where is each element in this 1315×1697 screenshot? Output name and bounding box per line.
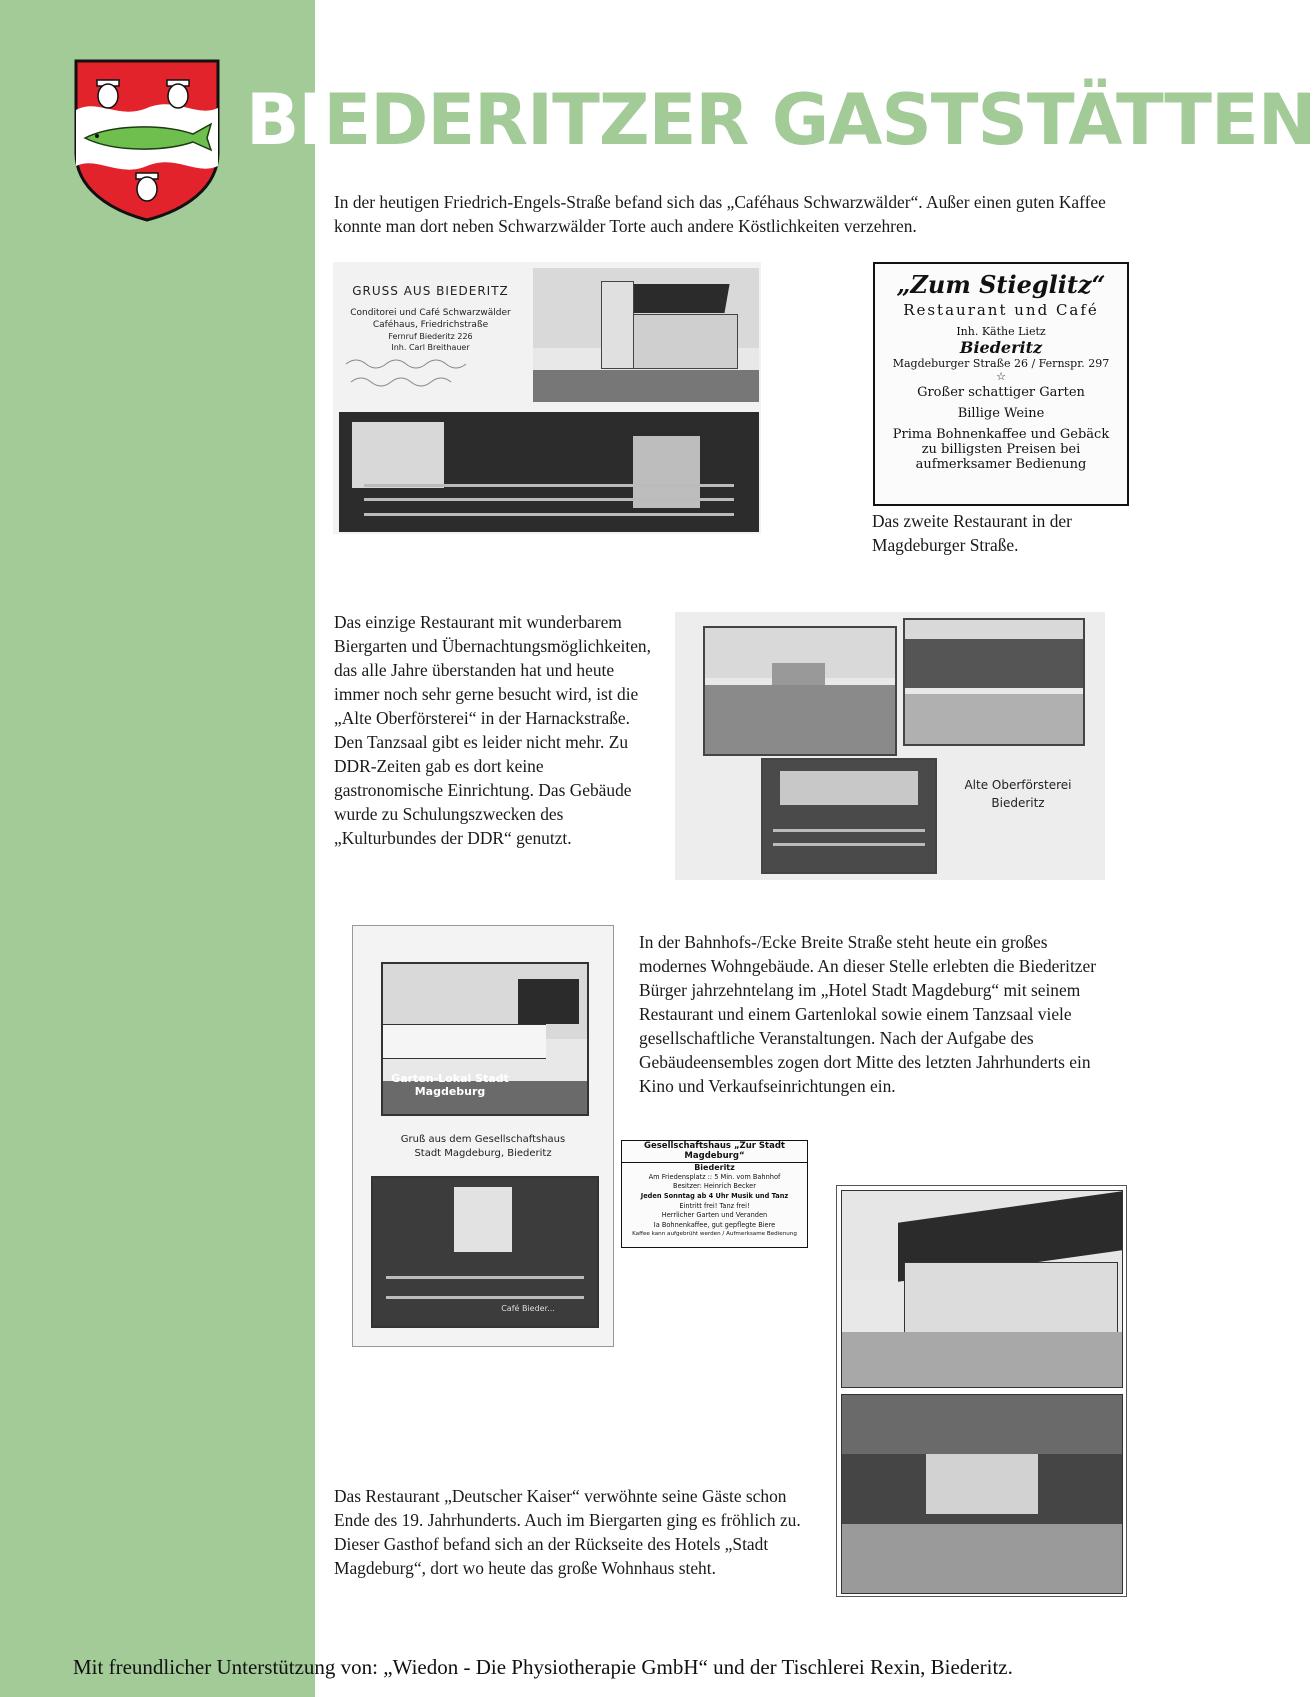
- postcard-inner-label: Café Bieder...: [501, 1304, 555, 1313]
- postcard-line: Fernruf Biederitz 226: [388, 332, 473, 341]
- ad-town: Biederitz: [694, 1163, 735, 1173]
- photo-beer-garden: [703, 626, 897, 756]
- coat-of-arms-icon: [73, 58, 221, 223]
- ad-stadt-magdeburg: [621, 1140, 808, 1248]
- postcard-label: Alte Oberförsterei: [964, 778, 1072, 792]
- postcard-schwarzwaelder: [333, 262, 761, 534]
- postcard-oberfoersterei: [675, 612, 1105, 880]
- star-icon: ☆: [996, 370, 1006, 383]
- ad-line: aufmerksamer Bedienung: [915, 457, 1087, 472]
- footer-credits: Mit freundlicher Unterstützung von: „Wiedon - Die Physiotherapie GmbH“ und der Tischlerei Rexin, Biederitz.: [73, 1655, 1013, 1679]
- photo-cafe-exterior: [533, 268, 759, 402]
- page-title: BIEDERITZER GASTSTÄTTEN: [246, 79, 1315, 161]
- ad-line: Jeden Sonntag ab 4 Uhr Musik und Tanz: [640, 1191, 789, 1200]
- ad-line: Eintritt frei! Tanz frei!: [679, 1201, 750, 1210]
- ad-line: Ia Bohnenkaffee, gut gepflegte Biere: [653, 1220, 776, 1229]
- postcard-line: Caféhaus, Friedrichstraße: [372, 320, 489, 330]
- photo-dance-hall: [761, 758, 937, 874]
- caption-stieglitz: Das zweite Restaurant in der Magdeburger Straße.: [872, 511, 1072, 555]
- handwriting-icon: [341, 354, 521, 394]
- postcard-stadt-magdeburg: [352, 925, 614, 1347]
- ad-name: „Zum Stieglitz“: [896, 270, 1106, 299]
- ad-line: zu billigsten Preisen bei: [921, 442, 1081, 457]
- postcard-label: Biederitz: [991, 796, 1045, 810]
- ad-line: Kaffee kann aufgebrüht werden / Aufmerksame Bedienung: [632, 1231, 797, 1238]
- ad-owner: Inh. Käthe Lietz: [956, 325, 1046, 338]
- postcard-sign: Garten-Lokal Stadt Magdeburg: [391, 1072, 509, 1098]
- ad-line: Herrlicher Garten und Veranden: [661, 1211, 768, 1220]
- photos-deutscher-kaiser: [836, 1185, 1127, 1597]
- postcard-greeting: Stadt Magdeburg, Biederitz: [414, 1148, 552, 1159]
- ad-line: Großer schattiger Garten: [917, 385, 1085, 400]
- ad-line: Besitzer: Heinrich Becker: [673, 1182, 756, 1191]
- photo-garden-trees: [903, 618, 1085, 746]
- intro-text: In der heutigen Friedrich-Engels-Straße befand sich das „Caféhaus Schwarzwälder“. Außer einen guten Kaffee konnte man dort neben Schwarzwälder Torte auch andere Köstlichkeiten verzehren.: [334, 192, 1106, 236]
- postcard-greeting: GRUSS AUS BIEDERITZ: [352, 284, 509, 298]
- photo-inn-exterior: [841, 1190, 1123, 1388]
- ad-line: Prima Bohnenkaffee und Gebäck: [892, 427, 1110, 442]
- postcard-line: Conditorei und Café Schwarzwälder: [350, 308, 511, 318]
- text-deutscher-kaiser: Das Restaurant „Deutscher Kaiser“ verwöhnte seine Gäste schon Ende des 19. Jahrhunderts. Auch im Biergarten ging es fröhlich zu. Dieser Gasthof befand sich an der Rückseite des Hotels „Stadt Magdeburg“, dort wo heute das große Wohnhaus steht.: [334, 1486, 801, 1578]
- text-oberfoersterei: Das einzige Restaurant mit wunderbarem Biergarten und Übernachtungsmöglichkeiten, das alle Jahre überstanden hat und heute immer noch sehr gerne besucht wird, ist die „Alte Oberförsterei“ in der Harnackstraße. Den Tanzsaal gibt es leider nicht mehr. Zu DDR-Zeiten gab es dort keine gastronomische Einrichtung. Das Gebäude wurde zu Schulungszwecken des „Kulturbundes der DDR“ genutzt.: [334, 612, 651, 848]
- ad-address: Magdeburger Straße 26 / Fernspr. 297: [892, 357, 1110, 370]
- postcard-greeting: Gruß aus dem Gesellschaftshaus: [400, 1134, 566, 1145]
- photo-festive-hall: [841, 1394, 1123, 1594]
- photo-cafe-interior: [339, 412, 759, 532]
- ad-name: Gesellschaftshaus „Zur Stadt Magdeburg“: [622, 1141, 807, 1163]
- green-side-band: [0, 0, 315, 1697]
- ad-town: Biederitz: [959, 338, 1043, 357]
- ad-zum-stieglitz: [873, 262, 1129, 506]
- ad-line: Billige Weine: [957, 406, 1045, 421]
- text-stadt-magdeburg: In der Bahnhofs-/Ecke Breite Straße steht heute ein großes modernes Wohngebäude. An dieser Stelle erlebten die Biederitzer Bürger jahrzehntelang im „Hotel Stadt Magdeburg“ mit seinem Restaurant und einem Gartenlokal sowie einem Tanzsaal viele gesellschaftliche Veranstaltungen. Nach der Aufgabe des Gebäudeensembles zogen dort Mitte des letzten Jahrhunderts ein Kino und Verkaufseinrichtungen ein.: [639, 932, 1097, 1096]
- ad-line: Am Friedensplatz :: 5 Min. vom Bahnhof: [648, 1172, 781, 1181]
- postcard-line: Inh. Carl Breithauer: [391, 343, 470, 352]
- ad-subtitle: Restaurant und Café: [903, 301, 1099, 319]
